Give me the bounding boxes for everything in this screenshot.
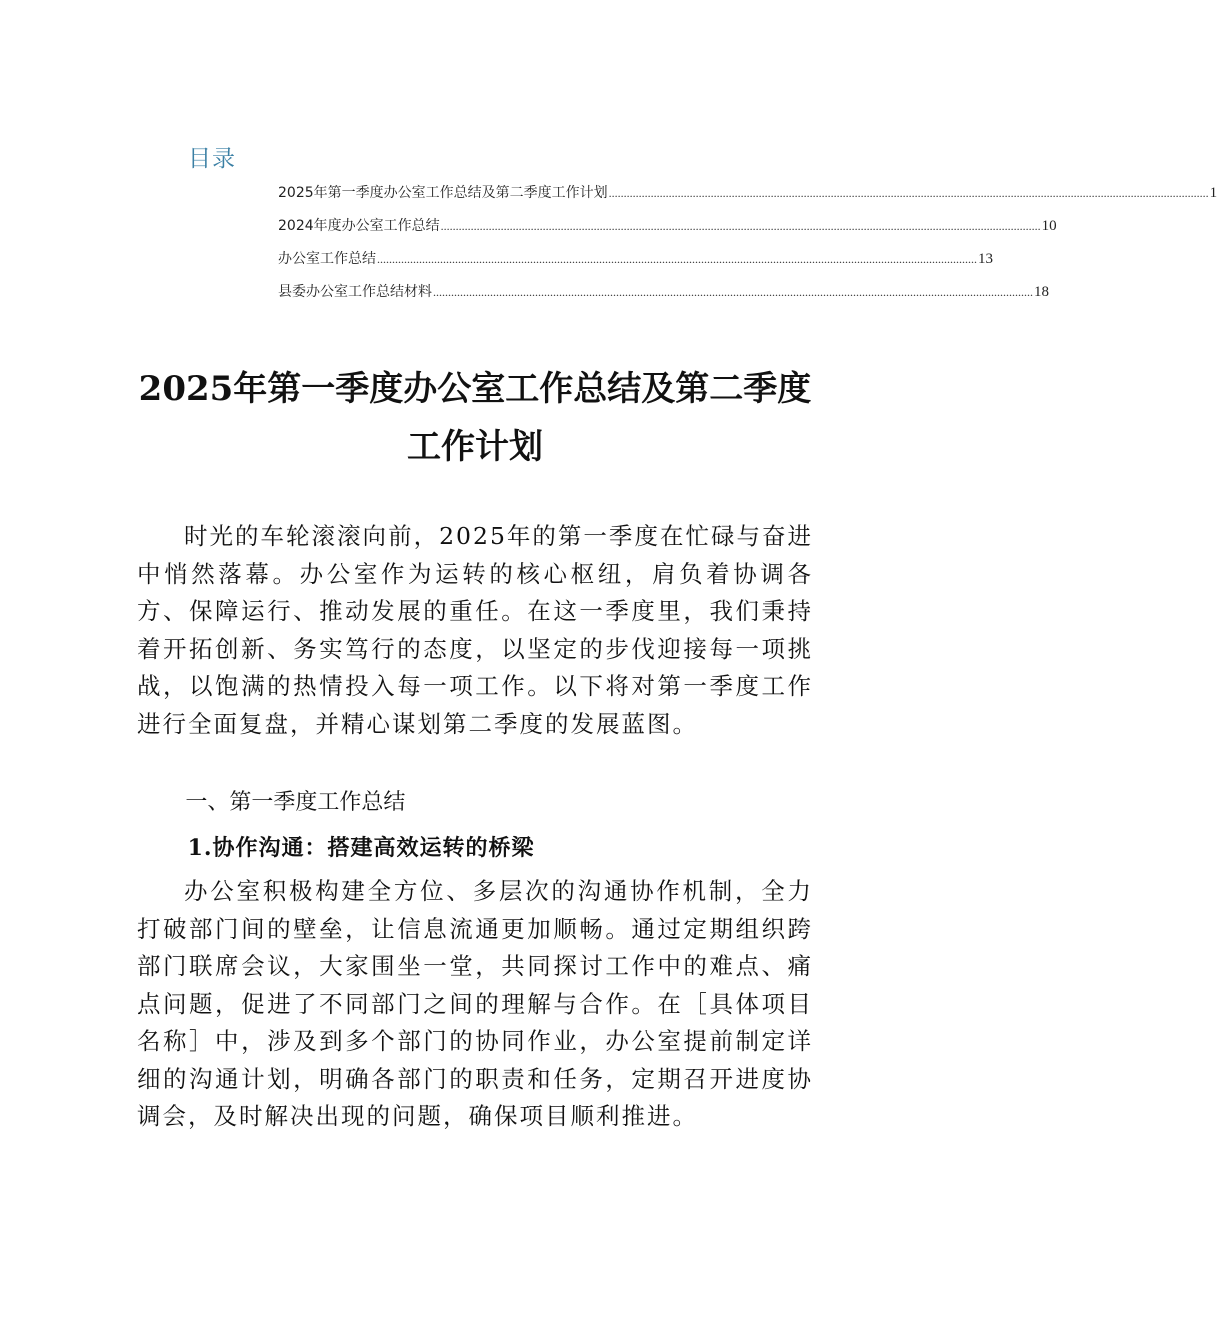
toc-item-page: 10: [1041, 218, 1057, 234]
toc-item[interactable]: [278, 182, 1217, 215]
toc-list: [278, 182, 1217, 314]
toc-heading: 目录: [188, 146, 236, 172]
document-title-line2: 工作计划: [407, 427, 543, 467]
toc-item[interactable]: [278, 215, 1057, 248]
toc-leader-dots: ........................................................................................................................................................................................................: [433, 285, 1033, 299]
toc-item[interactable]: [278, 281, 1049, 314]
toc-leader-dots: ........................................................................................................................................................................................................: [608, 186, 1209, 200]
toc-leader-dots: ........................................................................................................................................................................................................: [440, 219, 1041, 233]
document-title: [120, 360, 830, 476]
section-heading: 一、第一季度工作总结: [185, 790, 406, 815]
toc-item-page: 13: [978, 251, 993, 267]
intro-paragraph: 时光的车轮滚滚向前，2025年的第一季度在忙碌与奋进中悄然落幕。办公室作为运转的核心枢纽，肩负着协调各方、保障运行、推动发展的重任。在这一季度里，我们秉持着开拓创新、务实笃行的态度，以坚定的步伐迎接每一项挑战，以饱满的热情投入每一项工作。以下将对第一季度工作进行全面复盘，并精心谋划第二季度的发展蓝图。: [137, 522, 813, 738]
toc-leader-dots: ........................................................................................................................................................................................................: [377, 252, 977, 266]
toc-item-title: 办公室工作总结: [278, 251, 376, 267]
toc-item-page: 18: [1034, 284, 1049, 300]
body-paragraph: 办公室积极构建全方位、多层次的沟通协作机制，全力打破部门间的壁垒，让信息流通更加顺畅。通过定期组织跨部门联席会议，大家围坐一堂，共同探讨工作中的难点、痛点问题，促进了不同部门之间的理解与合作。在［具体项目名称］中，涉及到多个部门的协同作业，办公室提前制定详细的沟通计划，明确各部门的职责和任务，定期召开进度协调会，及时解决出现的问题，确保项目顺利推进。: [137, 877, 813, 1130]
toc-item[interactable]: [278, 248, 993, 281]
toc-item-title: 县委办公室工作总结材料: [278, 284, 432, 300]
toc-item-title: 2024年度办公室工作总结: [278, 218, 440, 234]
subsection-heading: 1.协作沟通：搭建高效运转的桥梁: [187, 835, 535, 861]
document-title-line1: 2025年第一季度办公室工作总结及第二季度: [138, 369, 812, 409]
toc-item-page: 1: [1209, 185, 1217, 201]
toc-item-title: 2025年第一季度办公室工作总结及第二季度工作计划: [278, 185, 608, 201]
